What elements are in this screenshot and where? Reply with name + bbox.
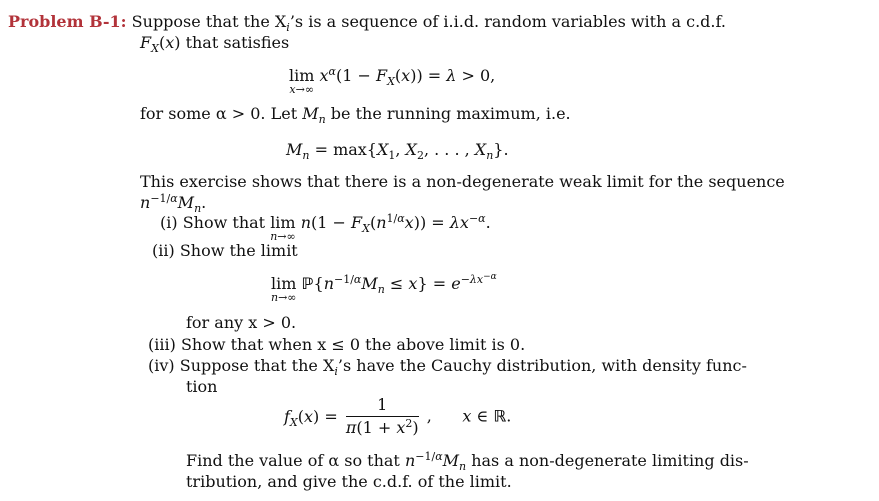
equation-running-max: $M_n = \max\{X_1$, $X_2$, . . . , $X_n$}. xyxy=(286,140,509,162)
part-iv-find-1: Find the value of α so that $n^{-1/\alpha}M_n$ has a non-degenerate limiting dis- xyxy=(186,450,749,473)
purpose-line-2: $n^{-1/\alpha}M_n$. xyxy=(140,192,207,215)
part-ii-condition: for any x > 0. xyxy=(186,313,297,332)
cauchy-density-equation: $f_X(x)$ = $\frac{1}{\pi(1 + x^2)}$ , x ∈ ℝ. xyxy=(284,395,512,437)
purpose-line-1: This exercise shows that there is a non-degenerate weak limit for the sequence xyxy=(140,172,785,191)
part-iv-line-2: tion xyxy=(186,377,218,396)
running-max-line: for some α > 0. Let $M_n$ be the running maximum, i.e. xyxy=(140,104,571,126)
intro-text: Suppose that the $X_i’s$ is a sequence of i.i.d. random variables with a c.d.f. xyxy=(131,12,726,34)
part-iv-find-2: tribution, and give the c.d.f. of the limit. xyxy=(186,472,512,491)
part-i: (i) Show that lim n→∞ $n(1 - F_X(n^{1/\alpha}x)) = \lambda x^{-\alpha}$. xyxy=(160,212,491,243)
intro-line-2: $F_X(x)$ that satisfies xyxy=(140,33,290,55)
part-iv: (iv) Suppose that the $X_i’s$ have the Cauchy distribution, with density func- xyxy=(148,356,747,378)
part-ii-equation: lim n→∞ $ℙ\{n^{-1/\alpha}M_n \le x\} = e^{-\lambda x^{-\alpha}}$ xyxy=(271,272,497,304)
part-iii: (iii) Show that when x ≤ 0 the above limit is 0. xyxy=(148,335,526,354)
problem-label: Problem B-1: xyxy=(8,12,127,31)
problem-first-line xyxy=(8,12,726,32)
part-ii: (ii) Show the limit xyxy=(152,241,298,260)
equation-limit-tail: lim x→∞ $x^\alpha(1 - F_X(x)) = \lambda > 0$, xyxy=(289,65,496,96)
